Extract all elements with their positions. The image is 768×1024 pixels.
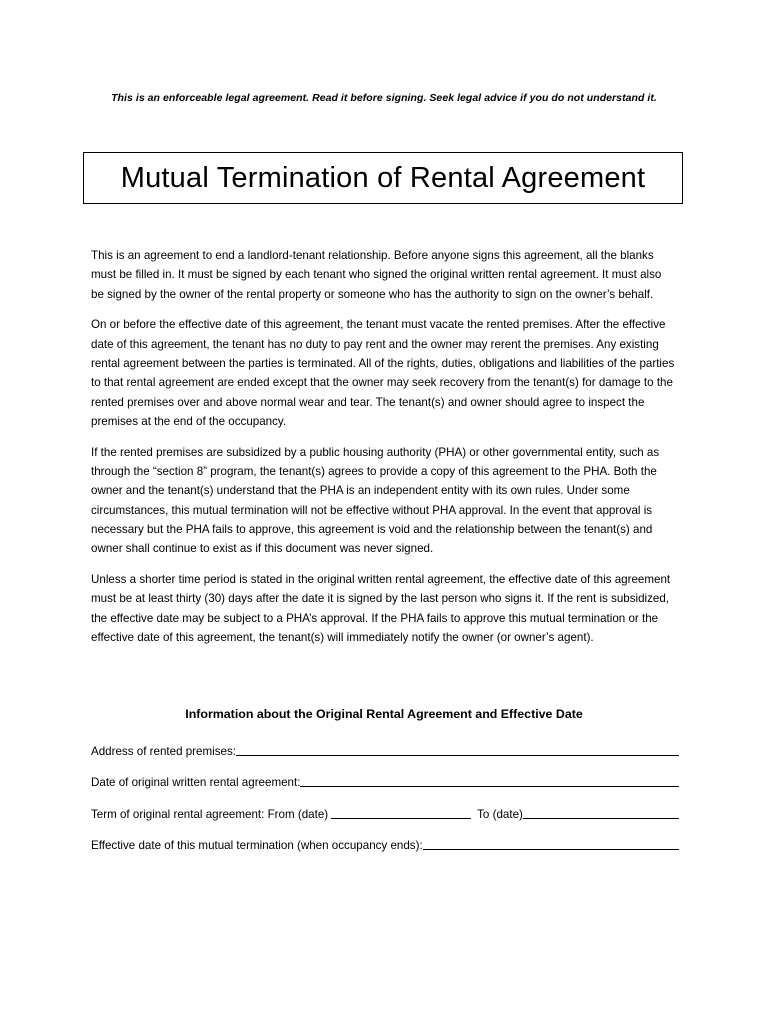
document-title: Mutual Termination of Rental Agreement	[120, 161, 646, 194]
address-input-line[interactable]	[236, 742, 679, 756]
term-from-input-line[interactable]	[331, 805, 471, 819]
term-field-row	[91, 805, 679, 821]
term-from-label: Term of original rental agreement: From (date)	[91, 808, 329, 821]
body-text	[91, 246, 677, 659]
term-to-label: To (date)	[477, 808, 523, 821]
effective-date-input-line[interactable]	[423, 836, 679, 850]
title-box	[83, 152, 683, 204]
term-to-input-line[interactable]	[523, 805, 679, 819]
original-date-field-row	[91, 773, 679, 789]
address-label: Address of rented premises:	[91, 745, 236, 758]
effective-date-field-row	[91, 836, 679, 852]
original-date-input-line[interactable]	[300, 773, 679, 787]
paragraph-effective-date: On or before the effective date of this agreement, the tenant must vacate the rented premises. After the effective date of this agreement, the tenant has no duty to pay rent and the owner may rerent the premises. Any existing rental agreement between the parties is terminated. All of the rights, duties, obligations and liabilities of the parties to that rental agreement are ended except that the owner may seek recovery from the tenant(s) for damage to the rented premises over and above normal wear and tear. The tenant(s) and owner should agree to inspect the premises at the end of the occupancy.	[91, 318, 675, 428]
section-heading: Information about the Original Rental Agreement and Effective Date	[185, 707, 583, 721]
effective-date-label: Effective date of this mutual termination (when occupancy ends):	[91, 839, 423, 852]
address-field-row	[91, 742, 679, 758]
legal-disclaimer: This is an enforceable legal agreement. Read it before signing. Seek legal advice if you do not understand it.	[111, 92, 657, 104]
paragraph-subsidized: If the rented premises are subsidized by a public housing authority (PHA) or other governmental entity, such as through the “section 8” program, the tenant(s) agrees to provide a copy of this agreement to the PHA. Both the owner and the tenant(s) understand that the PHA is an independent entity with its own rules. Under some circumstances, this mutual termination will not be effective without PHA approval. In the event that approval is necessary but the PHA fails to approve, this agreement is void and the relationship between the tenant(s) and owner shall continue to exist as if this document was never signed.	[91, 445, 660, 556]
paragraph-intro: This is an agreement to end a landlord-tenant relationship. Before anyone signs this agreement, all the blanks must be filled in. It must be signed by each tenant who signed the original written rental agreement. It must also be signed by the owner of the rental property or someone who has the authority to sign on the owner’s behalf.	[91, 249, 662, 301]
paragraph-time-period: Unless a shorter time period is stated in the original written rental agreement, the effective date of this agreement must be at least thirty (30) days after the date it is signed by the last person who signs it. If the rent is subsidized, the effective date may be subject to a PHA’s approval. If the PHA fails to approve this mutual termination or the effective date of this agreement, the tenant(s) will immediately notify the owner (or owner’s agent).	[91, 572, 671, 644]
original-date-label: Date of original written rental agreement:	[91, 776, 301, 789]
